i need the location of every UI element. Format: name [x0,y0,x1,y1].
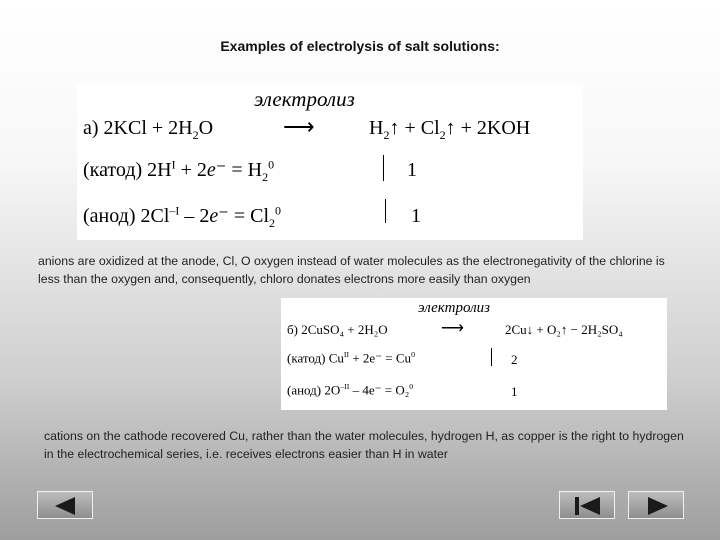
electrolysis-label: электролиз [418,300,490,316]
cathode-electron-count: 1 [407,159,417,181]
divider-line [491,348,492,366]
electrolysis-label: электролиз [254,87,355,111]
reaction-arrow-icon: ⟶ [441,320,464,337]
reaction-arrow-icon: ⟶ [283,114,315,139]
products-kcl: $H_2↑$ + $Cl_2↑ + 2KOH$ [369,117,531,142]
overall-equation-cuso4: б) 2CuSO₄ + 2H₂O [287,322,388,337]
cathode-equation-kcl: (катод) $2H^I + 2e^- = H_2^0$ [83,157,275,184]
products-cuso4: 2Cu↓ + O₂↑ − 2H₂SO₄ [505,322,623,337]
anions-explanation: anions are oxidized at the anode, Cl, O oxygen instead of water molecules as the electronegativity of the chlorine is less than the oxygen and, consequently, chloro donates electrons more easily than oxygen [38,254,665,286]
cations-explanation: cations on the cathode recovered Cu, rather than the water molecules, hydrogen H, as copper is the right to hydrogen in the electrochemical series, i.e. receives electrons easier than H in water [44,429,684,461]
anode-equation-cuso4: (анод) $2O^{-II} - 4e^- = O_2^0$ [287,382,414,398]
next-slide-button[interactable] [628,491,684,519]
triangle-left-icon [38,492,94,520]
skip-to-start-icon [560,492,616,520]
anode-equation-kcl: (анод) $2Cl^{-I} - 2e^- = Cl_2^0$ [83,203,282,230]
triangle-right-icon [629,492,685,520]
equation-panel-kcl [77,83,583,240]
divider-line [385,199,386,223]
anode-electron-count: 1 [511,384,518,399]
cathode-equation-cuso4: (катод) $Cu^{II} + 2e^- = Cu^0$ [287,350,415,366]
previous-slide-button[interactable] [37,491,93,519]
cathode-electron-count: 2 [511,352,518,367]
divider-line [383,155,384,181]
slide-title: Examples of electrolysis of salt solutions: [220,38,500,54]
first-slide-button[interactable] [559,491,615,519]
overall-equation-kcl: а) $2KCl + 2H_2O$ [83,117,214,142]
equation-panel-cuso4 [281,298,667,410]
anode-electron-count: 1 [411,205,421,227]
